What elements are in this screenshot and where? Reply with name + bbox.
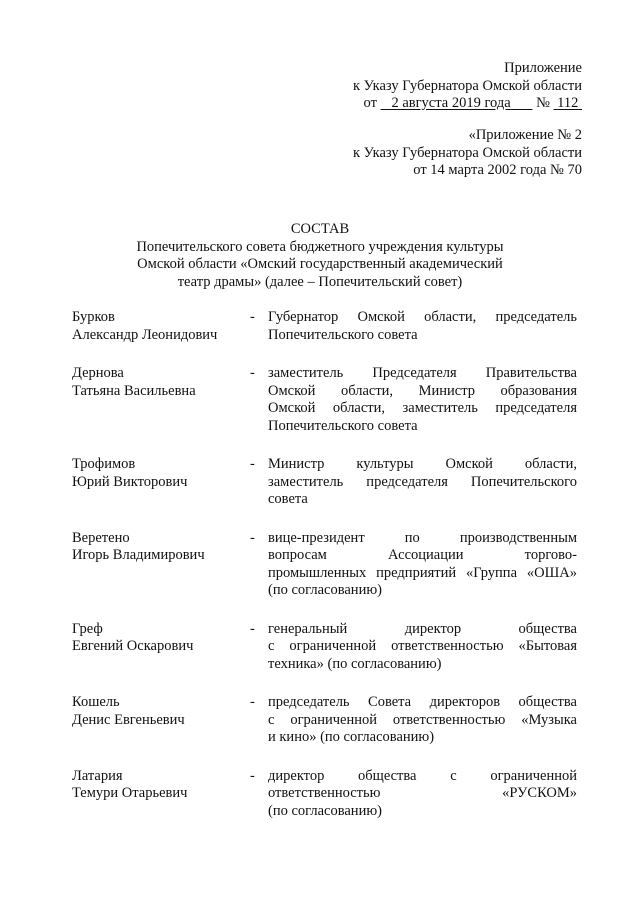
decree-number: 112 (557, 95, 579, 111)
member-name (72, 530, 250, 600)
appendix2-header (300, 127, 582, 180)
member-role-line: председатель Совета директоров общества (268, 694, 577, 710)
member-name (72, 309, 250, 344)
member-role-line: промышленных предприятий «Группа «ОША» (268, 564, 577, 581)
member-surname: Бурков (72, 309, 115, 325)
member-role-line: директор общества с ограниченной (268, 767, 577, 784)
member-given-names: Татьяна Васильевна (72, 382, 196, 399)
member-role-line: с ограниченной ответственностью «Музыка (268, 711, 577, 728)
member-given-names: Евгений Оскарович (72, 638, 194, 654)
member-role-line: с ограниченной ответственностью «Бытовая (268, 638, 577, 654)
member-role (268, 694, 577, 747)
member-dash: - (250, 529, 255, 546)
member-role-line: и кино» (по согласованию) (268, 729, 435, 745)
member-role (268, 309, 577, 344)
members-list (72, 309, 577, 820)
appendix-decree-ref: к Указу Губернатора Омской области (352, 77, 582, 94)
member-role-line: вопросам Ассоциации торгово- (268, 547, 577, 563)
member-entry (72, 456, 577, 509)
member-dash: - (250, 694, 255, 710)
appendix2-decree-ref: к Указу Губернатора Омской области (352, 144, 582, 161)
member-given-names: Александр Леонидович (72, 326, 218, 343)
title-line-1: Попечительского совета бюджетного учреждения культуры (136, 238, 504, 255)
member-role (268, 456, 577, 509)
member-role-line: совета (268, 491, 308, 507)
member-role-line: ответственностью «РУСКОМ» (268, 785, 577, 801)
member-entry (72, 530, 577, 600)
member-name (72, 621, 250, 674)
member-dash: - (250, 620, 255, 637)
member-name (72, 365, 250, 435)
title-line-3: театр драмы» (далее – Попечительский совет) (177, 273, 463, 290)
member-role-line: заместитель Председателя Правительства (268, 365, 577, 381)
member-name (72, 768, 250, 821)
member-surname: Греф (72, 620, 103, 637)
member-role-line: заместитель председателя Попечительского (268, 473, 577, 490)
member-given-names: Темури Отарьевич (72, 785, 188, 801)
member-role-line: Омской области, заместитель председателя (268, 400, 577, 416)
member-entry (72, 621, 577, 674)
member-given-names: Денис Евгеньевич (72, 711, 185, 728)
member-role-line: Омской области, Министр образования (268, 382, 577, 399)
member-given-names: Юрий Викторович (72, 473, 188, 490)
member-given-names: Игорь Владимирович (72, 547, 205, 563)
member-role-line: Попечительского совета (268, 326, 418, 343)
number-label: № (536, 95, 550, 111)
member-role-line: (по согласованию) (268, 802, 382, 819)
member-name (72, 456, 250, 509)
member-entry (72, 768, 577, 821)
title-line-2: Омской области «Омский государственный академический (137, 256, 503, 272)
date-prefix: от (363, 95, 377, 111)
member-entry (72, 309, 577, 344)
member-dash: - (250, 456, 255, 472)
member-role-line: Попечительского совета (268, 417, 418, 434)
member-surname: Дернова (72, 365, 124, 381)
appendix2-date: от 14 марта 2002 года № 70 (413, 162, 582, 178)
member-entry (72, 694, 577, 747)
title-heading: СОСТАВ (290, 221, 350, 237)
appendix-header (330, 60, 582, 113)
member-role-line: (по согласованию) (268, 582, 382, 598)
member-surname: Кошель (72, 694, 120, 710)
member-role (268, 621, 577, 674)
document-title (60, 221, 580, 291)
member-surname: Веретено (72, 529, 130, 546)
member-role-line: Губернатор Омской области, председатель (268, 309, 577, 325)
member-dash: - (250, 309, 255, 325)
member-dash: - (250, 767, 255, 784)
member-entry (72, 365, 577, 435)
member-role (268, 530, 577, 600)
appendix-date-line (330, 95, 582, 113)
member-surname: Трофимов (72, 456, 136, 472)
appendix2-label: «Приложение № 2 (468, 127, 582, 143)
member-dash: - (250, 365, 255, 381)
appendix-label: Приложение (504, 60, 582, 76)
member-role (268, 365, 577, 435)
decree-date: 2 августа 2019 года (391, 95, 511, 111)
member-role-line: техника» (по согласованию) (268, 655, 442, 672)
member-role-line: генеральный директор общества (268, 620, 577, 637)
member-role-line: Министр культуры Омской области, (268, 456, 577, 472)
member-surname: Латария (72, 767, 123, 784)
member-name (72, 694, 250, 747)
member-role (268, 768, 577, 821)
member-role-line: вице-президент по производственным (268, 529, 577, 546)
